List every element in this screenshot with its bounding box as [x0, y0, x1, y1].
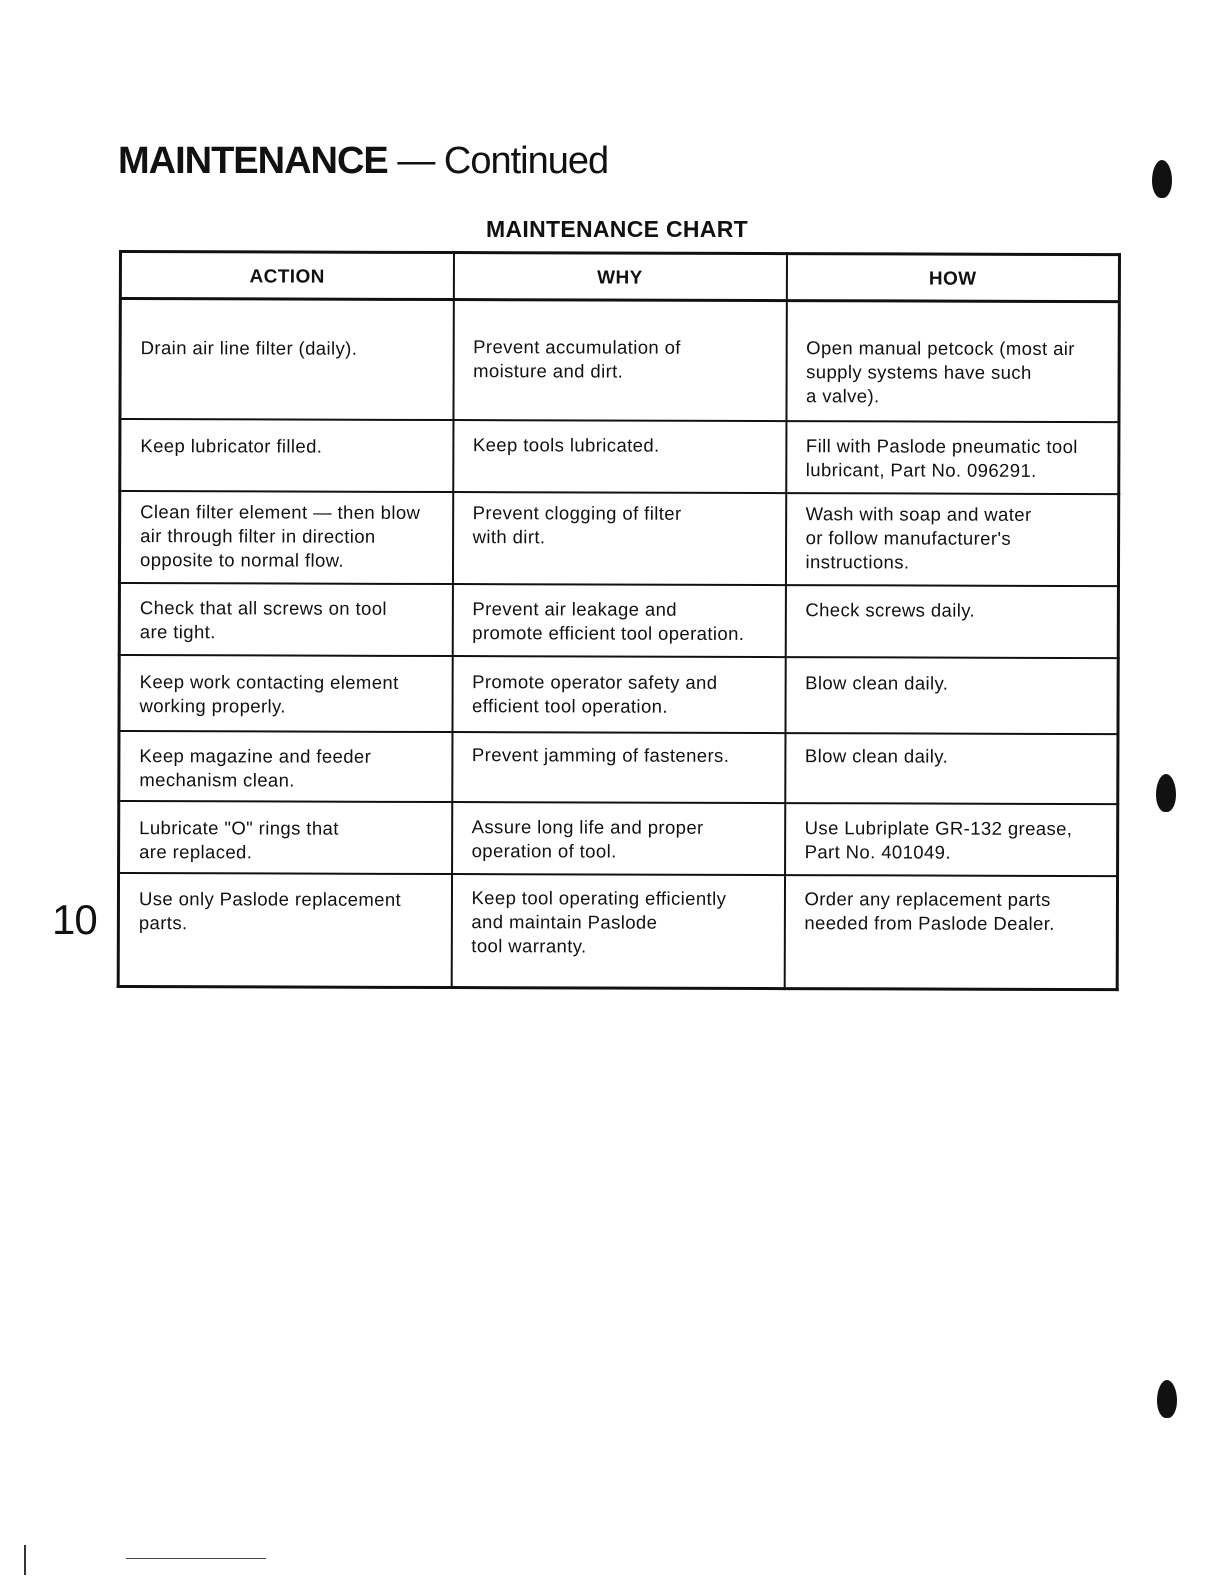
- why-cell: Prevent air leakage and promote efficient tool operation.: [452, 584, 785, 657]
- action-cell: Lubricate "O" rings that are replaced.: [119, 801, 452, 874]
- binder-hole-mark-middle: [1156, 774, 1176, 812]
- binder-hole-mark-top: [1152, 160, 1172, 198]
- action-cell: Clean filter element — then blow air through filter in direction opposite to normal flow.: [119, 491, 452, 584]
- page-title-main: MAINTENANCE: [118, 140, 388, 182]
- table-row: [119, 583, 1118, 658]
- table-row: [119, 655, 1118, 734]
- column-header-action: ACTION: [120, 252, 453, 300]
- why-cell: Keep tool operating efficiently and maintain Paslode tool warranty.: [451, 874, 784, 989]
- why-cell: Keep tools lubricated.: [453, 420, 786, 493]
- chart-title: MAINTENANCE CHART: [486, 216, 748, 242]
- page-title-continued: — Continued: [397, 140, 609, 182]
- column-header-why: WHY: [453, 253, 786, 301]
- page-title: [118, 140, 608, 183]
- action-cell: Keep magazine and feeder mechanism clean.: [119, 731, 452, 802]
- action-cell: Check that all screws on tool are tight.: [119, 583, 452, 656]
- why-cell: Promote operator safety and efficient tool operation.: [452, 656, 785, 733]
- why-cell: Assure long life and proper operation of tool.: [452, 802, 785, 875]
- table-row: [120, 419, 1119, 494]
- maintenance-chart-table: [117, 250, 1121, 991]
- how-cell: Wash with soap and water or follow manufacturer's instructions.: [785, 493, 1118, 586]
- how-cell: Fill with Paslode pneumatic tool lubricant, Part No. 096291.: [786, 421, 1119, 494]
- how-cell: Use Lubriplate GR-132 grease, Part No. 401049.: [785, 803, 1118, 876]
- column-header-how: HOW: [786, 254, 1119, 302]
- table-header-row: [120, 252, 1119, 302]
- binder-hole-mark-bottom: [1157, 1380, 1177, 1418]
- table-row: [119, 491, 1118, 586]
- how-cell: Blow clean daily.: [785, 657, 1118, 734]
- how-cell: Check screws daily.: [785, 585, 1118, 658]
- action-cell: Use only Paslode replacement parts.: [118, 873, 451, 988]
- table-row: [118, 873, 1117, 990]
- table-row: [119, 731, 1118, 804]
- why-cell: Prevent clogging of filter with dirt.: [452, 492, 785, 585]
- page-number: 10: [52, 896, 97, 943]
- how-cell: Blow clean daily.: [785, 733, 1118, 804]
- action-cell: Keep lubricator filled.: [120, 419, 453, 492]
- footer-rule: [126, 1558, 266, 1559]
- table-row: [120, 299, 1119, 422]
- action-cell: Keep work contacting element working properly.: [119, 655, 452, 732]
- scan-edge-mark: [24, 1545, 26, 1575]
- why-cell: Prevent accumulation of moisture and dirt.: [453, 300, 786, 421]
- action-cell: Drain air line filter (daily).: [120, 299, 453, 420]
- how-cell: Order any replacement parts needed from Paslode Dealer.: [784, 875, 1117, 990]
- table-row: [119, 801, 1118, 876]
- how-cell: Open manual petcock (most air supply systems have such a valve).: [786, 301, 1119, 422]
- why-cell: Prevent jamming of fasteners.: [452, 732, 785, 803]
